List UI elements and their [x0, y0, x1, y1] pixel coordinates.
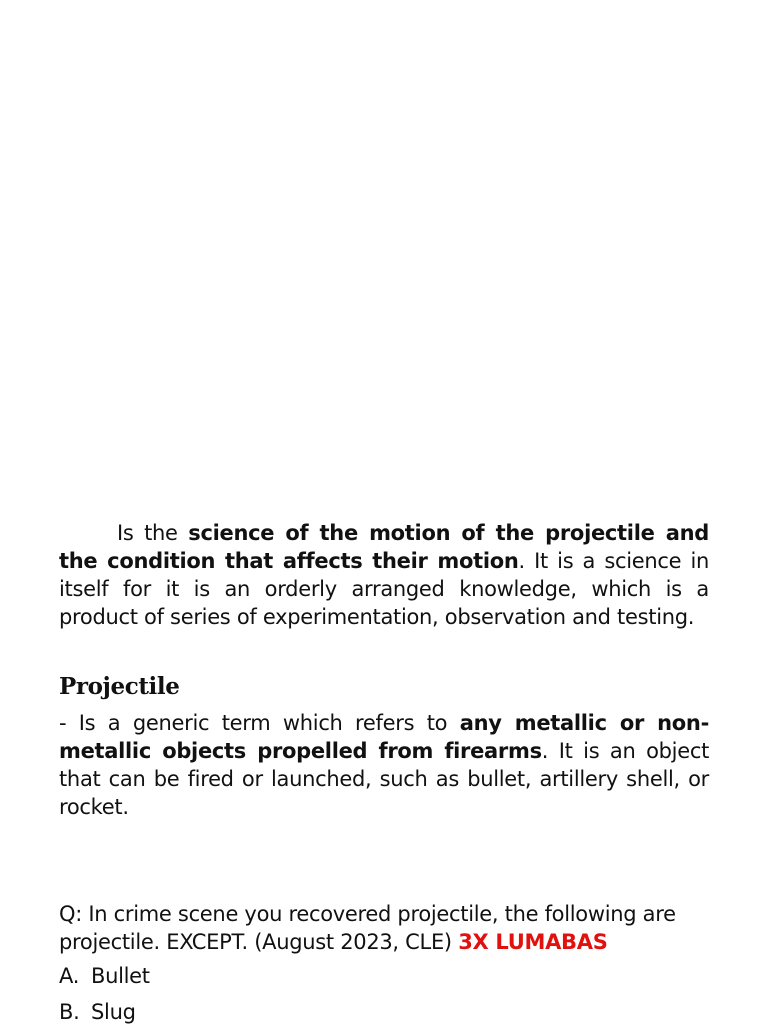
- choice-a: [59, 962, 150, 990]
- question-tag: 3X LUMABAS: [458, 930, 608, 954]
- projectile-bold-text: any metallic or non-metallic objects propelled from firearms: [59, 711, 709, 763]
- choice-b-letter: B.: [59, 1000, 80, 1024]
- question-text: Q: In crime scene you recovered projectile, the following are projectile. EXCEPT. (August 2023, CLE): [59, 902, 676, 954]
- projectile-rest-text: . It is an object that can be fired or launched, such as bullet, artillery shell, or rocket.: [59, 739, 710, 819]
- intro-bold-text: science of the motion of the projectile and the condition that affects their motion: [59, 521, 709, 573]
- projectile-lead-text: - Is a generic term which refers to: [59, 711, 460, 735]
- intro-rest-text: . It is a science in itself for it is an orderly arranged knowledge, which is a product of series of experimentation, observation and testing.: [59, 549, 709, 629]
- choice-a-text: Bullet: [91, 964, 150, 988]
- projectile-heading: Projectile: [59, 673, 180, 700]
- projectile-definition-paragraph: [59, 709, 709, 821]
- choice-b-text: Slug: [91, 1000, 136, 1024]
- ballistics-definition-paragraph: [59, 519, 709, 631]
- choice-a-letter: A.: [59, 964, 80, 988]
- exam-question: [59, 900, 709, 956]
- intro-lead-text: Is the: [117, 521, 189, 545]
- choice-b: [59, 998, 136, 1024]
